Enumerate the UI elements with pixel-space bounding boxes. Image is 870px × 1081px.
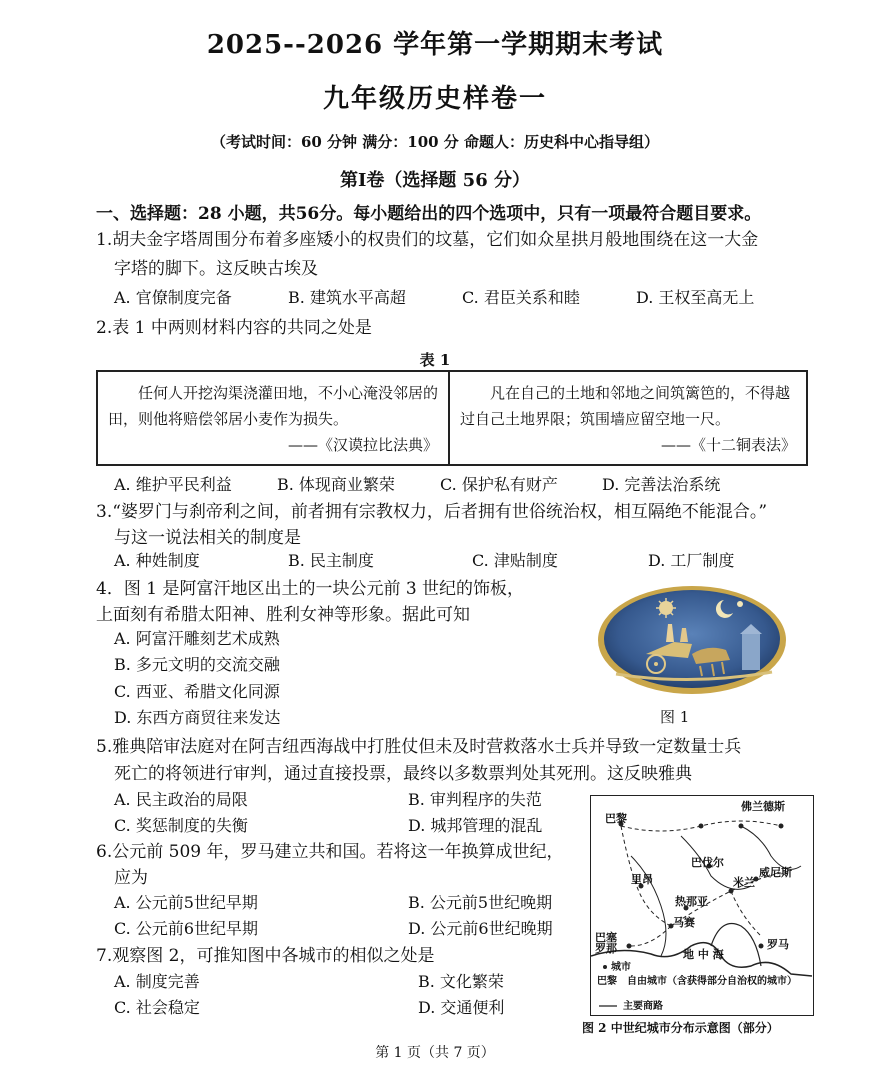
table-right-text: 凡在自己的土地和邻地之间筑篱笆的，不得越过自己土地界限；筑围墙应留空地一尺。 (460, 384, 791, 428)
page-footer: 第 1 页（共 7 页） (375, 1045, 495, 1061)
q4-line1: 4．图 1 是阿富汗地区出土的一块公元前 3 世纪的饰板， (96, 579, 525, 599)
table-caption: 表 1 (419, 351, 451, 369)
q3-option-c: C. 津贴制度 (472, 551, 558, 570)
map-label-genoa: 热那亚 (675, 895, 708, 908)
figure-2-caption: 图 2 中世纪城市分布示意图（部分） (582, 1021, 779, 1035)
q1-option-d: D. 王权至高无上 (636, 288, 755, 307)
q7-option-a: A. 制度完善 (114, 972, 200, 991)
map-label-sea: 地 中 海 (683, 948, 724, 961)
q4-option-a: A. 阿富汗雕刻艺术成熟 (114, 629, 280, 648)
q7-option-d: D. 交通便利 (418, 998, 505, 1017)
figure-1-plaque (596, 584, 788, 696)
q2-option-a: A. 维护平民利益 (114, 475, 232, 494)
q3-line1: 3.“婆罗门与刹帝利之间，前者拥有宗教权力，后者拥有世俗统治权，相互隔绝不能混合。” (96, 502, 768, 522)
map-legend-free: 自由城市（含获得部分自治权的城市） (627, 976, 797, 987)
table-right-source: ——《十二铜表法》 (660, 436, 796, 454)
q2-option-b: B. 体现商业繁荣 (277, 475, 395, 494)
map-label-bavaria: 巴伐尔 (691, 856, 724, 869)
map-legend-city: 城市 (611, 962, 631, 973)
q1-line1: 1.胡夫金字塔周围分布着多座矮小的权贵们的坟墓，它们如众星拱月般地围绕在这一大金 (96, 230, 759, 250)
q4-option-b: B. 多元文明的交流交融 (114, 655, 280, 674)
map-label-venice: 威尼斯 (759, 866, 792, 879)
map-label-paris: 巴黎 (605, 812, 627, 825)
q6-option-b: B. 公元前5世纪晚期 (408, 893, 553, 912)
q5-option-d: D. 城邦管理的混乱 (408, 816, 543, 835)
table-left-text: 任何人开挖沟渠浇灌田地，不小心淹没邻居的田，则他将赔偿邻居小麦作为损失。 (108, 384, 439, 428)
q5-option-a: A. 民主政治的局限 (114, 790, 248, 809)
q5-option-b: B. 审判程序的失范 (408, 790, 542, 809)
q6-line1: 6.公元前 509 年，罗马建立共和国。若将这一年换算成世纪， (96, 842, 564, 862)
q1-option-a: A. 官僚制度完备 (114, 288, 232, 307)
q7-option-b: B. 文化繁荣 (418, 972, 504, 991)
volume-heading: 第Ⅰ卷（选择题 56 分） (339, 170, 530, 191)
q7-option-c: C. 社会稳定 (114, 998, 200, 1017)
figure-2-map (590, 795, 814, 1016)
q6-option-d: D. 公元前6世纪晚期 (408, 919, 553, 938)
map-legend-free-key: 巴黎 (597, 976, 617, 987)
map-label-milan: 米兰 (733, 876, 755, 889)
q2-option-d: D. 完善法治系统 (602, 475, 721, 494)
material-table (96, 370, 808, 466)
q6-option-a: A. 公元前5世纪早期 (114, 893, 258, 912)
map-legend-route: 主要商路 (623, 1001, 663, 1012)
q6-option-c: C. 公元前6世纪早期 (114, 919, 259, 938)
q2-option-c: C. 保护私有财产 (440, 475, 558, 494)
table-left-source: ——《汉谟拉比法典》 (287, 436, 438, 454)
q5-line1: 5.雅典陪审法庭对在阿吉纽西海战中打胜仗但未及时营救落水士兵并导致一定数量士兵 (96, 737, 742, 757)
q1-option-c: C. 君臣关系和睦 (462, 288, 580, 307)
map-label-barcelona: 巴塞罗那 (595, 931, 617, 955)
section-heading: 一、选择题：28 小题，共56分。每小题给出的四个选项中，只有一项最符合题目要求。 (96, 204, 762, 224)
table-cell-left (98, 372, 448, 464)
map-label-marseille: 马赛 (673, 916, 695, 929)
q6-line2: 应为 (114, 868, 148, 888)
q4-option-c: C. 西亚、希腊文化同源 (114, 682, 280, 701)
map-label-lyon: 里昂 (631, 873, 653, 886)
map-label-rome: 罗马 (767, 938, 789, 951)
figure-1-caption: 图 1 (660, 708, 690, 726)
q5-line2: 死亡的将领进行审判，通过直接投票，最终以多数票判处其死刑。这反映雅典 (114, 764, 692, 784)
q3-option-b: B. 民主制度 (288, 551, 374, 570)
exam-info: （考试时间：60 分钟 满分：100 分 命题人：历史科中心指导组） (210, 133, 660, 151)
map-label-flanders: 佛兰德斯 (741, 800, 785, 813)
table-cell-right (450, 372, 806, 464)
q3-option-a: A. 种姓制度 (114, 551, 200, 570)
q5-option-c: C. 奖惩制度的失衡 (114, 816, 248, 835)
q7-stem: 7.观察图 2，可推知图中各城市的相似之处是 (96, 946, 435, 966)
q1-option-b: B. 建筑水平高超 (288, 288, 406, 307)
exam-subtitle: 九年级历史样卷一 (322, 84, 547, 114)
exam-title: 2025--2026 学年第一学期期末考试 (206, 30, 664, 60)
q1-line2: 字塔的脚下。这反映古埃及 (114, 259, 318, 279)
q2-stem: 2.表 1 中两则材料内容的共同之处是 (96, 318, 372, 338)
q4-option-d: D. 东西方商贸往来发达 (114, 708, 281, 727)
q3-option-d: D. 工厂制度 (648, 551, 735, 570)
q3-line2: 与这一说法相关的制度是 (114, 528, 301, 548)
q4-line2: 上面刻有希腊太阳神、胜利女神等形象。据此可知 (96, 605, 470, 625)
